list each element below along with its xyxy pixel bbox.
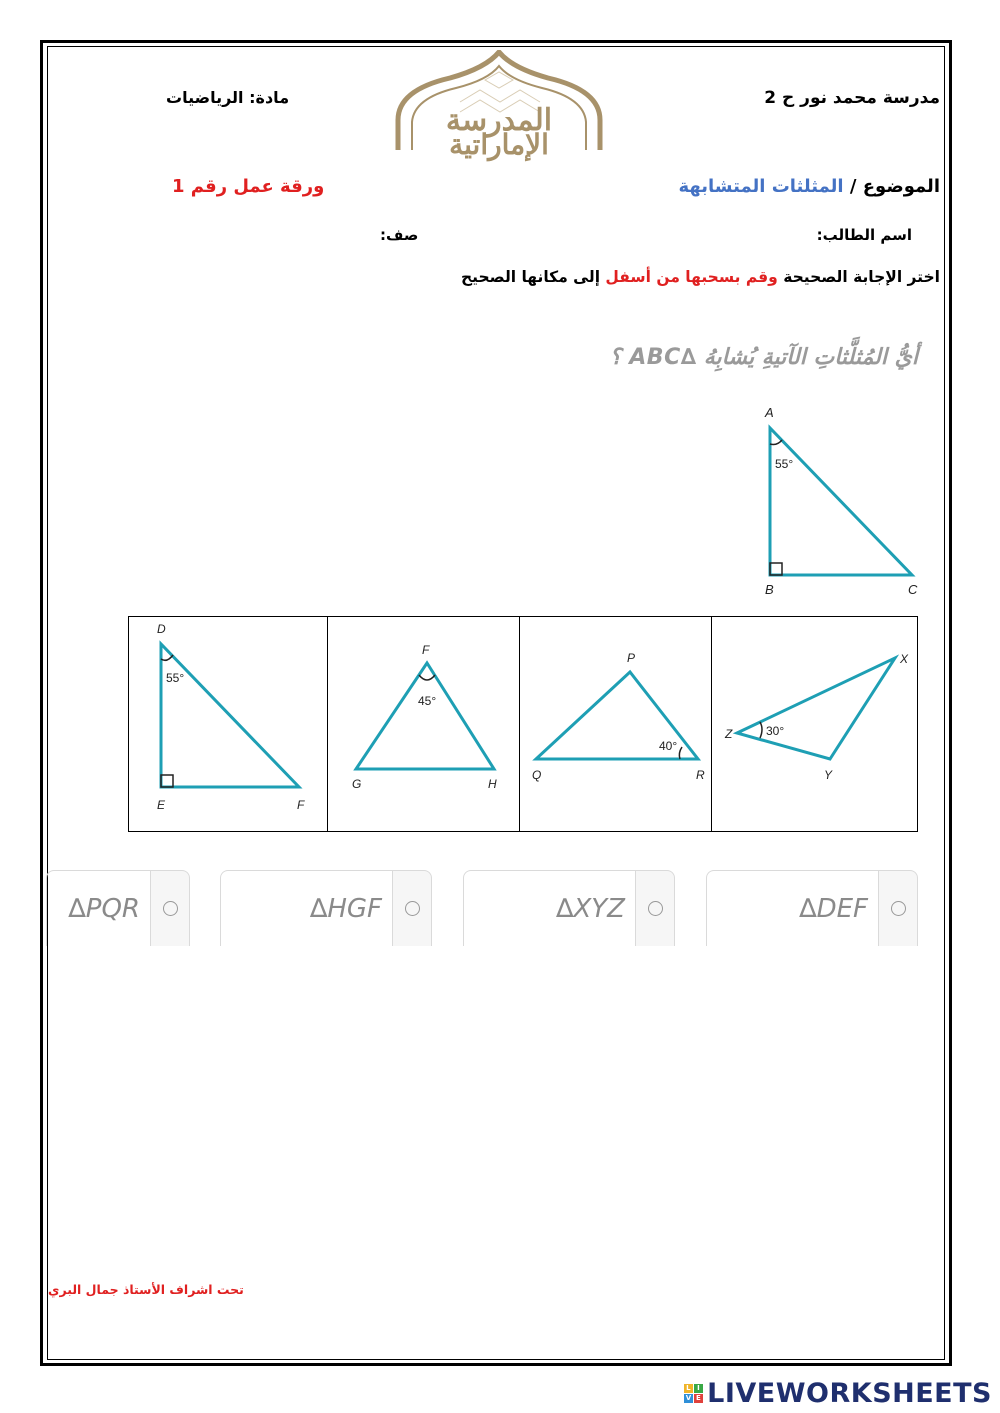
subject-value: الرياضيات xyxy=(166,88,244,107)
vertex-y: Y xyxy=(824,768,833,782)
angle-z-value: 30° xyxy=(766,724,785,738)
vertex-q: Q xyxy=(532,768,542,782)
triangle-abc-shape xyxy=(770,428,912,575)
logo-text-line1: المدرسة xyxy=(445,104,553,137)
vertex-f: F xyxy=(297,798,305,812)
option-hgf-radio-box[interactable] xyxy=(392,870,432,946)
school-name: مدرسة محمد نور ح 2 xyxy=(764,88,940,108)
angle-d-value: 55° xyxy=(166,671,185,685)
option-pqr[interactable] xyxy=(46,870,190,946)
vertex-b: B xyxy=(765,582,774,597)
triangle-pqr xyxy=(520,617,711,831)
vertex-a: A xyxy=(765,405,774,420)
option-xyz-label[interactable]: ∆XYZ xyxy=(463,870,635,946)
subject xyxy=(166,88,289,107)
liveworksheets-badge-icon: L I V E xyxy=(685,1384,702,1402)
triangle-abc xyxy=(755,400,930,600)
radio-icon[interactable] xyxy=(891,901,906,916)
option-def-label[interactable]: ∆DEF xyxy=(706,870,878,946)
cell-fgh xyxy=(328,617,520,831)
topic-value: المثلثات المتشابهة xyxy=(678,176,844,197)
angle-r-value: 40° xyxy=(659,739,678,753)
vertex-e: E xyxy=(157,798,166,812)
option-def[interactable] xyxy=(706,870,918,946)
cell-def xyxy=(129,617,328,831)
radio-icon[interactable] xyxy=(163,901,178,916)
student-name-label: اسم الطالب: xyxy=(816,226,912,244)
radio-icon[interactable] xyxy=(648,901,663,916)
vertex-d: D xyxy=(157,622,166,636)
vertex-z: Z xyxy=(725,727,733,741)
liveworksheets-text: LIVEWORKSHEETS xyxy=(707,1378,992,1409)
triangle-def xyxy=(129,617,327,831)
option-xyz-radio-box[interactable] xyxy=(635,870,675,946)
option-pqr-label[interactable]: ∆PQR xyxy=(46,870,150,946)
option-pqr-radio-box[interactable] xyxy=(150,870,190,946)
subject-label: مادة: xyxy=(249,88,290,107)
liveworksheets-brand xyxy=(684,1378,992,1409)
vertex-g: G xyxy=(352,777,362,791)
instruction-part3: إلى مكانها الصحيح xyxy=(461,268,601,286)
topic xyxy=(678,176,940,197)
school-logo xyxy=(390,50,608,162)
instruction xyxy=(461,268,940,286)
right-angle-mark xyxy=(770,563,782,575)
cell-xyz xyxy=(712,617,917,831)
footer-credit: تحت اشراف الأستاذ جمال البري xyxy=(48,1282,244,1297)
vertex-c: C xyxy=(908,582,918,597)
vertex-f2: F xyxy=(422,643,430,657)
radio-icon[interactable] xyxy=(405,901,420,916)
worksheet-number: ورقة عمل رقم 1 xyxy=(172,176,325,197)
vertex-h: H xyxy=(488,777,497,791)
cell-pqr xyxy=(520,617,712,831)
angle-f-value: 45° xyxy=(418,694,437,708)
logo-text-line2: الإماراتية xyxy=(449,129,549,160)
triangles-table xyxy=(128,616,918,832)
option-hgf[interactable] xyxy=(220,870,432,946)
triangle-xyz xyxy=(712,617,917,831)
option-def-radio-box[interactable] xyxy=(878,870,918,946)
question-text: أيُّ المُثلَّثاتِ الآتيةِ يُشابِهُ ∆ABC ؟ xyxy=(609,345,918,370)
vertex-p: P xyxy=(627,651,636,665)
option-hgf-label[interactable]: ∆HGF xyxy=(220,870,392,946)
vertex-x: X xyxy=(900,652,909,666)
topic-label: الموضوع / xyxy=(849,176,940,197)
class-label: صف: xyxy=(380,226,419,244)
vertex-r: R xyxy=(696,768,705,782)
instruction-part1: اختر الإجابة الصحيحة xyxy=(783,268,940,286)
option-xyz[interactable] xyxy=(463,870,675,946)
triangle-fgh xyxy=(328,617,519,831)
angle-a-value: 55° xyxy=(775,457,794,471)
instruction-part2: وقم بسحبها من أسفل xyxy=(605,268,778,286)
